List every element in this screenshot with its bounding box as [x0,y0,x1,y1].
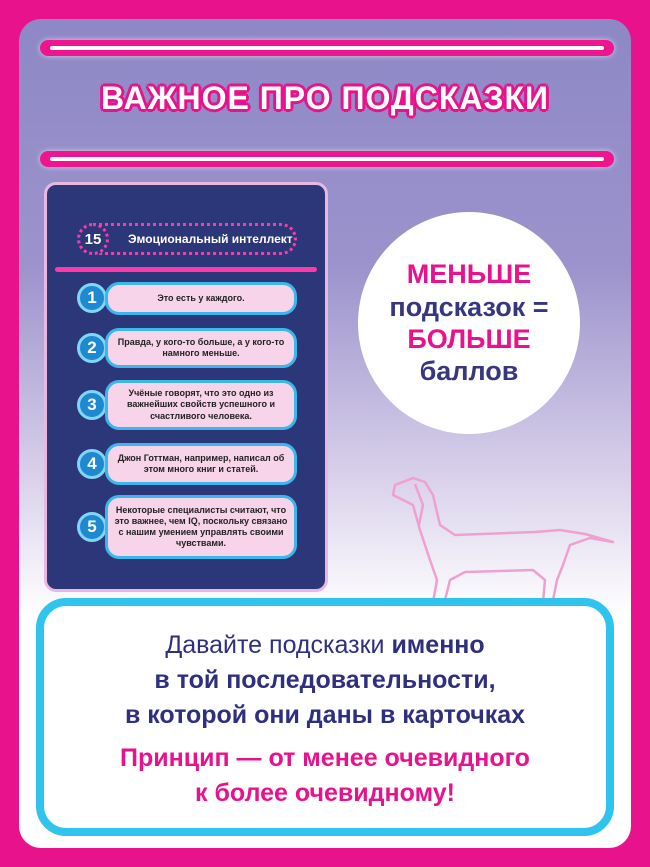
principle-line: к более очевидному! [195,779,455,807]
circle-line: подсказок = [389,291,549,322]
instruction-line: в которой они даны в карточках [124,701,526,729]
hint-text: Некоторые специалисты считают, что это важнее, чем IQ, поскольку связано с нашим умением управлять своими чувствами. [105,495,297,559]
instruction-text: Давайте подсказки [165,631,392,659]
decorative-bar-top [40,40,614,56]
hint-text: Это есть у каждого. [105,282,297,315]
hint-number: 5 [77,512,107,542]
hint-text: Правда, у кого-то больше, а у кого-то намного меньше. [105,328,297,368]
instruction-emphasis: именно [391,631,485,659]
instruction-line: в той последовательности, [154,666,496,694]
hint-item [77,380,297,430]
dachshund-icon [385,470,620,615]
principle-line: Принцип — от менее очевидного [120,744,530,772]
circle-line: БОЛЬШЕ [407,324,531,354]
hint-number: 3 [77,390,107,420]
instruction-box [36,598,614,836]
scoring-circle [358,212,580,434]
hint-text: Джон Готтман, например, написал об этом много книг и статей. [105,443,297,485]
hint-item [77,443,297,485]
card-number: 15 [77,223,109,255]
circle-line: баллов [419,356,519,387]
hint-number: 1 [77,283,107,313]
card-divider [55,267,317,272]
page-title: ВАЖНОЕ ПРО ПОДСКАЗКИ [100,80,550,116]
hint-text: Учёные говорят, что это одно из важнейших свойств успешного и счастливого человека. [105,380,297,430]
decorative-bar-bottom [40,151,614,167]
instruction-line [44,628,606,663]
hint-number: 4 [77,449,107,479]
hint-item [77,328,297,368]
card-title: Эмоциональный интеллект [128,232,293,246]
circle-line: МЕНЬШЕ [406,259,532,290]
hint-item [77,282,297,315]
example-card [44,182,328,592]
hint-item [77,495,297,559]
card-header [77,223,297,255]
hint-number: 2 [77,333,107,363]
